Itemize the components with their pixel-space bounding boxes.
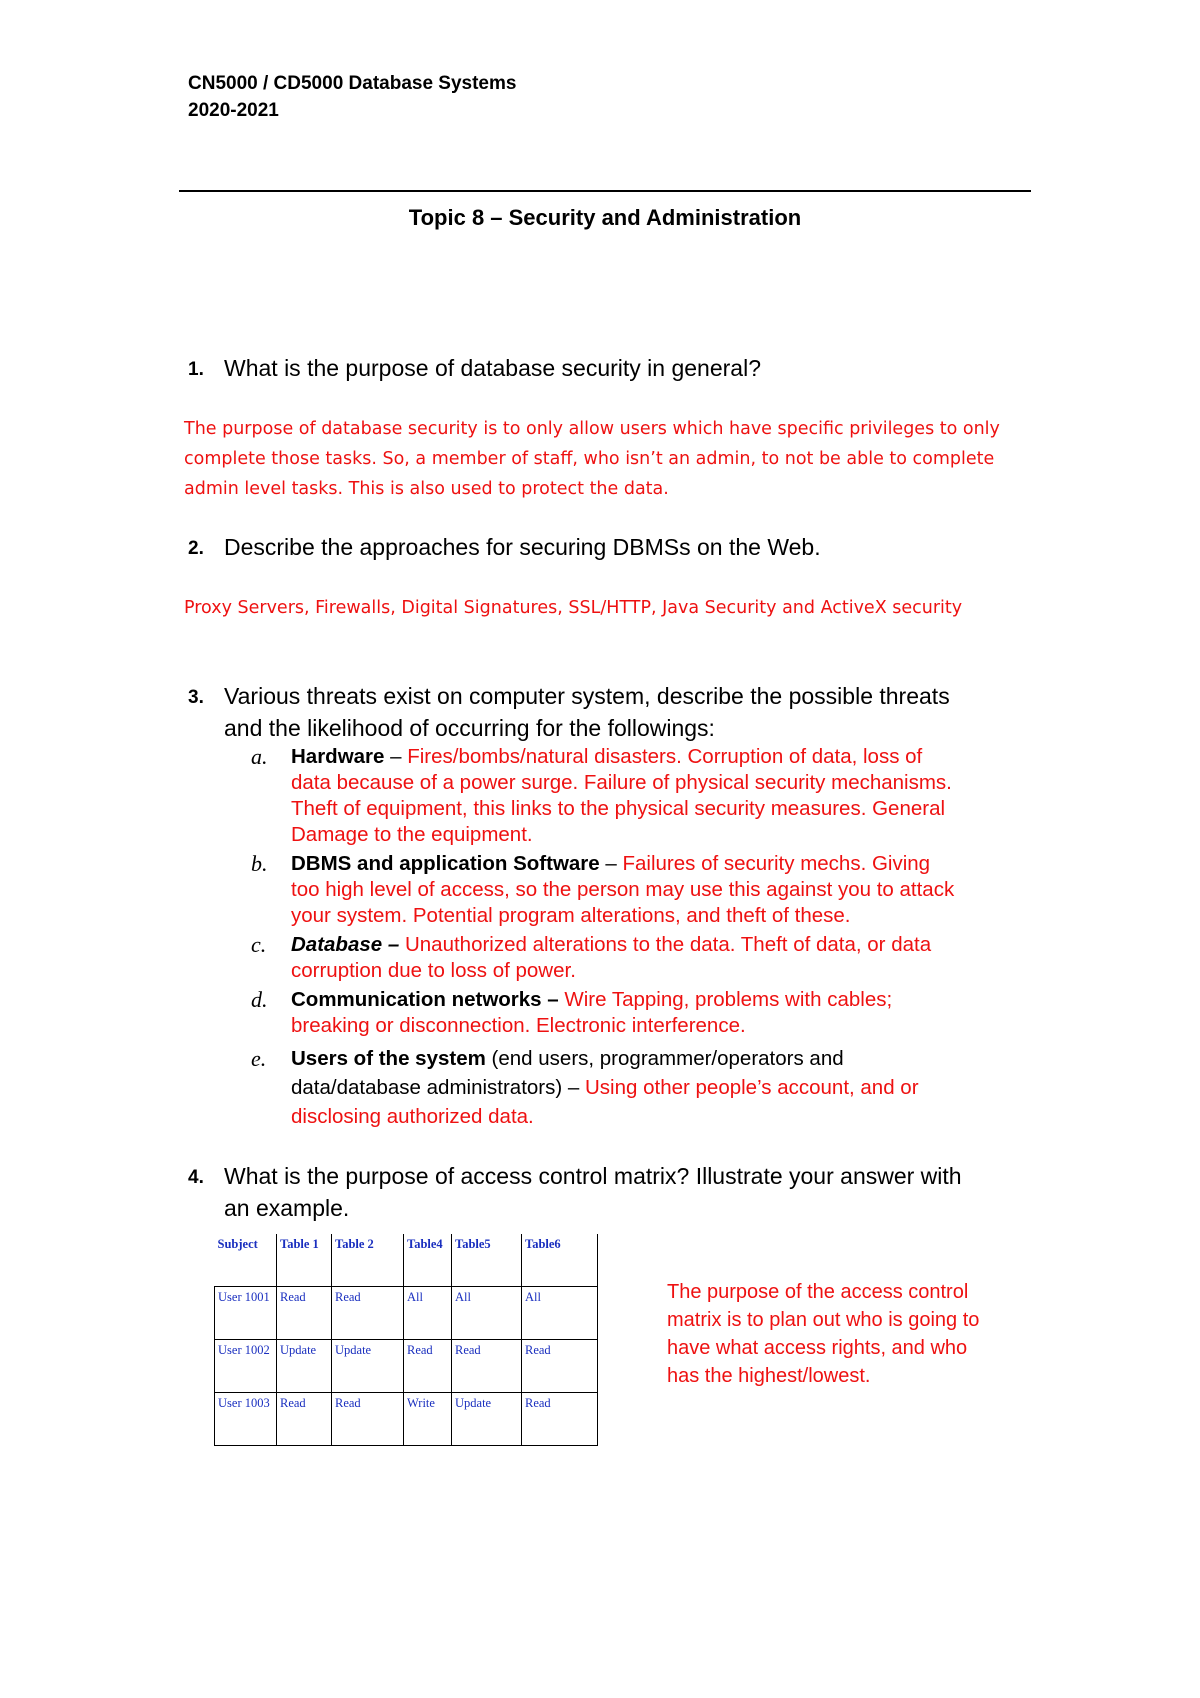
matrix-cell: User 1001: [215, 1287, 277, 1340]
matrix-cell: Read: [277, 1287, 332, 1340]
question-4: [188, 1161, 1048, 1223]
question-3-text-line2: and the likelihood of occurring for the followings:: [224, 715, 715, 741]
answer-1-line: complete those tasks. So, a member of staff, who isn’t an admin, to not be able to complete: [184, 449, 995, 469]
matrix-row: [215, 1340, 598, 1393]
answer-4-line: matrix is to plan out who is going to: [667, 1309, 980, 1331]
threat-item-letter: e.: [251, 1046, 267, 1071]
answer-2: Proxy Servers, Firewalls, Digital Signatures, SSL/HTTP, Java Security and ActiveX security: [184, 598, 963, 618]
threat-item-hardware: [251, 744, 1051, 848]
threat-item-users: [251, 1044, 1051, 1131]
question-1: [188, 353, 761, 385]
question-2: [188, 532, 821, 564]
matrix-cell: Read: [452, 1340, 522, 1393]
answer-4-line: The purpose of the access control: [667, 1281, 969, 1303]
matrix-header-row: [215, 1234, 598, 1287]
question-4-text-line1: What is the purpose of access control matrix? Illustrate your answer with: [224, 1163, 962, 1189]
question-1-text: What is the purpose of database security in general?: [224, 355, 761, 381]
matrix-cell: User 1002: [215, 1340, 277, 1393]
matrix-header-cell: Subject: [215, 1234, 277, 1287]
matrix-cell: Read: [522, 1393, 598, 1446]
question-2-number: 2.: [188, 538, 204, 559]
access-control-matrix: [214, 1234, 598, 1446]
question-3-text-line1: Various threats exist on computer system, describe the possible threats: [224, 683, 950, 709]
matrix-cell: Read: [332, 1393, 404, 1446]
threat-item-letter: b.: [251, 851, 268, 876]
document-header: [188, 70, 516, 124]
answer-1: [184, 414, 1044, 504]
threat-item-answer: corruption due to loss of power.: [291, 959, 576, 982]
matrix-cell: All: [452, 1287, 522, 1340]
page-title: Topic 8 – Security and Administration: [408, 205, 802, 230]
matrix-cell: User 1003: [215, 1393, 277, 1446]
matrix-cell: Update: [332, 1340, 404, 1393]
threat-item-answer: data because of a power surge. Failure of physical security mechanisms.: [291, 771, 952, 794]
threat-item-answer: Using other people’s account, and or: [585, 1076, 919, 1099]
matrix-cell: All: [404, 1287, 452, 1340]
threat-item-answer: breaking or disconnection. Electronic interference.: [291, 1014, 746, 1037]
answer-1-line: The purpose of database security is to only allow users which have specific privileges to only: [184, 419, 1000, 439]
question-4-number: 4.: [188, 1167, 204, 1188]
threat-item-letter: a.: [251, 744, 268, 769]
threat-item-label: Database –: [291, 933, 400, 956]
answer-4: [667, 1278, 1027, 1390]
matrix-header-cell: Table 2: [332, 1234, 404, 1287]
matrix-cell: Read: [277, 1393, 332, 1446]
matrix-cell: Update: [277, 1340, 332, 1393]
header-divider: [179, 190, 1031, 192]
matrix-cell: Write: [404, 1393, 452, 1446]
threat-item-label: DBMS and application Software: [291, 852, 600, 875]
threat-item-label: Users of the system: [291, 1047, 486, 1070]
threat-item-letter: c.: [251, 932, 267, 957]
matrix-row: [215, 1287, 598, 1340]
threat-item-database: [251, 932, 1051, 984]
threat-item-answer: Failures of security mechs. Giving: [622, 852, 931, 875]
answer-1-line: admin level tasks. This is also used to protect the data.: [184, 479, 669, 499]
threat-item-description: (end users, programmer/operators and: [485, 1047, 844, 1070]
matrix-cell: Read: [332, 1287, 404, 1340]
threat-item-answer: your system. Potential program alterations, and theft of these.: [291, 904, 851, 927]
threat-item-networks: [251, 987, 1051, 1039]
matrix-cell: All: [522, 1287, 598, 1340]
matrix-cell: Read: [404, 1340, 452, 1393]
matrix-header-cell: Table6: [522, 1234, 598, 1287]
threat-item-answer: Fires/bombs/natural disasters. Corruption of data, loss of: [407, 745, 923, 768]
threat-item-separator: –: [384, 745, 408, 768]
answer-4-line: has the highest/lowest.: [667, 1365, 871, 1387]
threat-item-answer: disclosing authorized data.: [291, 1105, 534, 1128]
threat-item-answer: Damage to the equipment.: [291, 823, 533, 846]
course-title: CN5000 / CD5000 Database Systems: [188, 73, 517, 94]
threat-item-answer: Theft of equipment, this links to the physical security measures. General: [291, 797, 946, 820]
threat-item-letter: d.: [251, 987, 268, 1012]
threat-item-software: [251, 851, 1051, 929]
threat-item-label: Hardware: [291, 745, 385, 768]
question-1-number: 1.: [188, 359, 204, 380]
threat-item-answer: Unauthorized alterations to the data. Theft of data, or data: [404, 933, 932, 956]
threat-item-answer: too high level of access, so the person may use this against you to attack: [291, 878, 955, 901]
matrix-header-cell: Table5: [452, 1234, 522, 1287]
threat-item-label: Communication networks –: [291, 988, 559, 1011]
question-2-text: Describe the approaches for securing DBMSs on the Web.: [224, 534, 821, 560]
threat-item-separator: –: [599, 852, 623, 875]
matrix-cell: Update: [452, 1393, 522, 1446]
matrix-cell: Read: [522, 1340, 598, 1393]
matrix-header-cell: Table4: [404, 1234, 452, 1287]
threat-item-answer: Wire Tapping, problems with cables;: [564, 988, 893, 1011]
threat-item-description: data/database administrators) –: [291, 1076, 585, 1099]
question-4-text-line2: an example.: [224, 1195, 350, 1221]
question-3: [188, 681, 1048, 743]
answer-4-line: have what access rights, and who: [667, 1337, 968, 1359]
matrix-row: [215, 1393, 598, 1446]
question-3-number: 3.: [188, 687, 204, 708]
academic-year: 2020-2021: [188, 100, 279, 121]
matrix-header-cell: Table 1: [277, 1234, 332, 1287]
